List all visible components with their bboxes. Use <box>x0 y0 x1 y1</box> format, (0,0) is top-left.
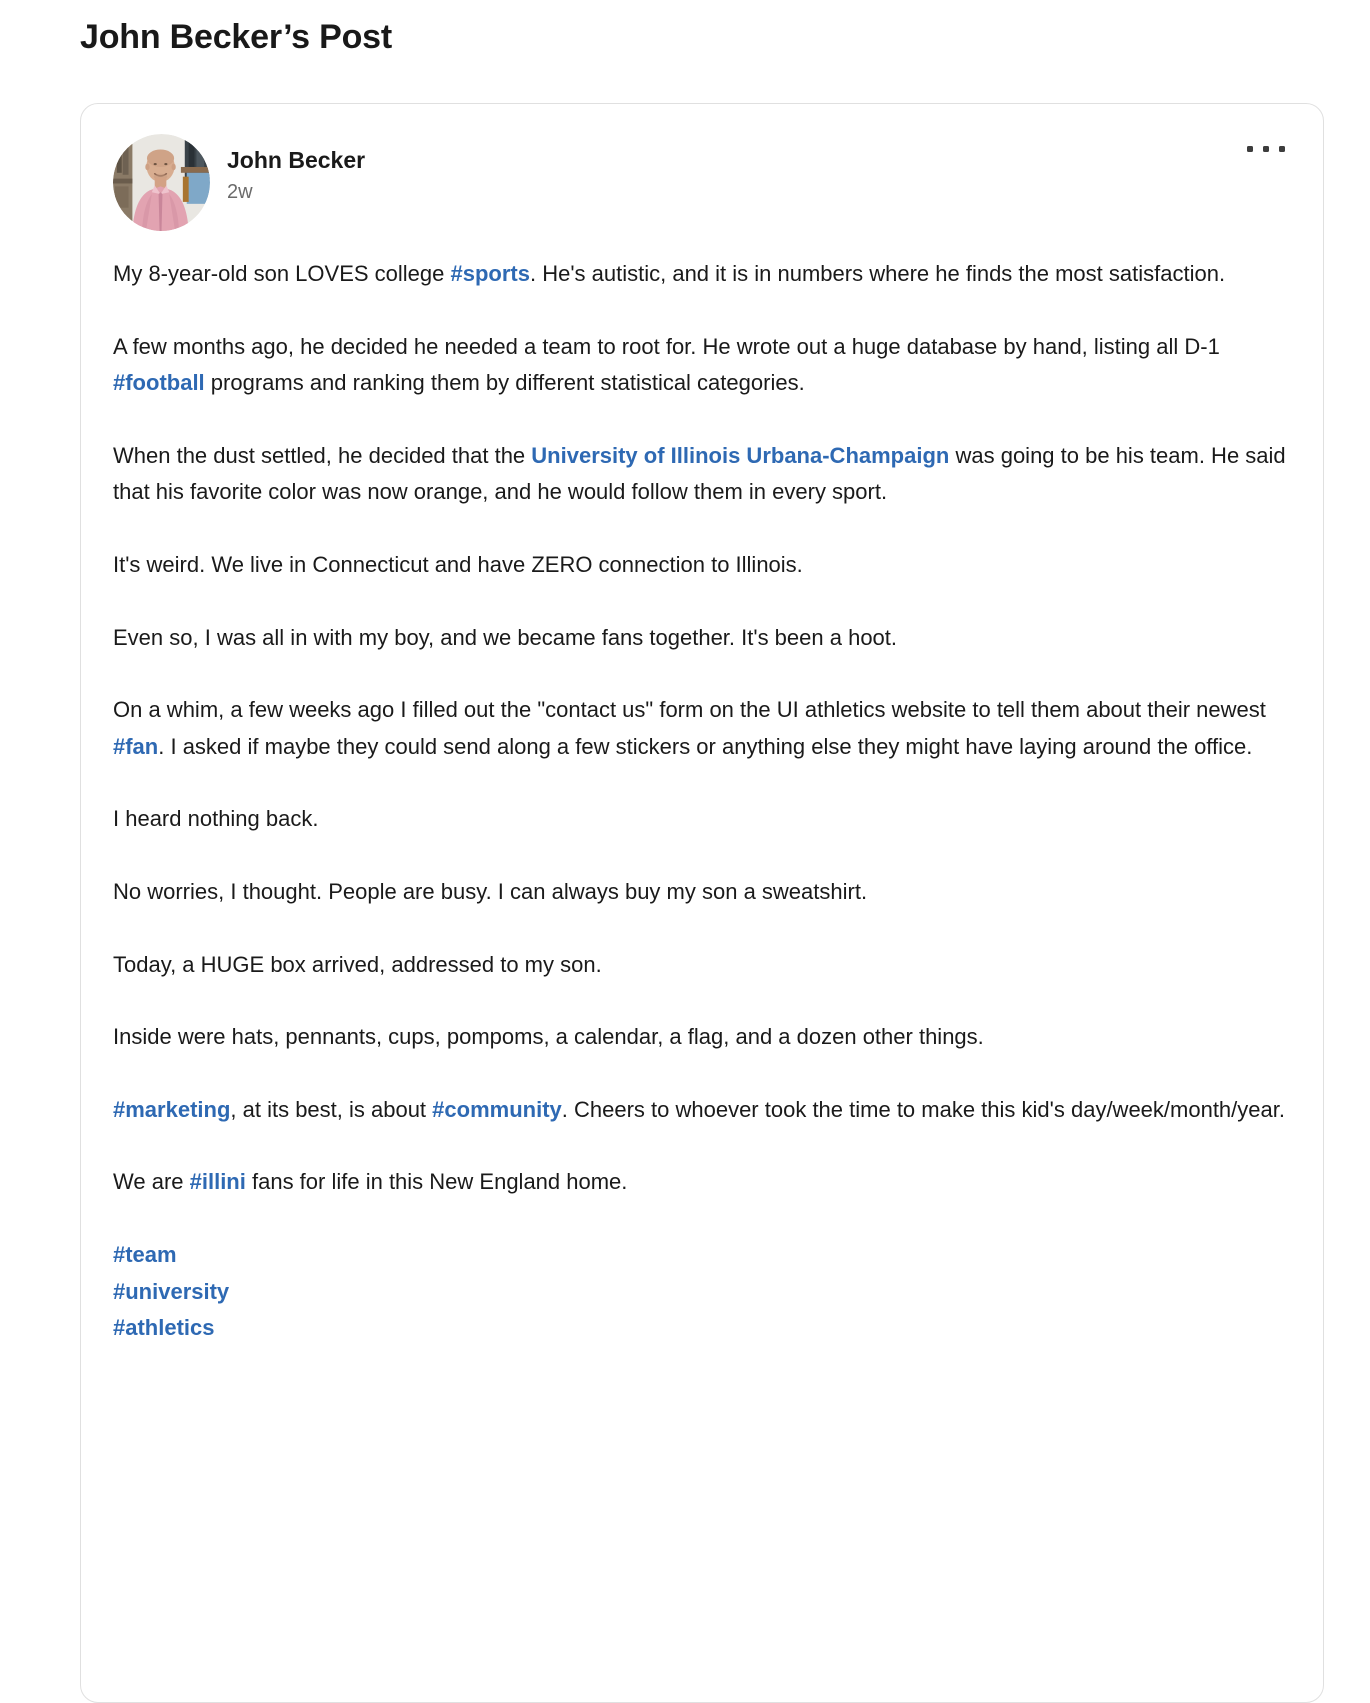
entity-link[interactable]: University of Illinois Urbana-Champaign <box>531 442 950 468</box>
author-block <box>227 147 365 204</box>
ellipsis-icon <box>1247 146 1285 152</box>
hashtag-link[interactable]: #university <box>113 1278 230 1304</box>
post-paragraph: No worries, I thought. People are busy. I can always buy my son a sweatshirt. <box>113 878 868 904</box>
hashtag-link[interactable]: #illini <box>189 1169 246 1195</box>
post-timestamp: 2w <box>227 180 253 203</box>
profile-photo-icon <box>113 134 210 231</box>
post-menu-button[interactable] <box>1237 136 1295 162</box>
post-paragraph: We are #illini fans for life in this New England home. <box>113 1169 628 1195</box>
post-paragraph: When the dust settled, he decided that the University of Illinois Urbana-Champaign was going to be his team. He said that his favorite color was now orange, and he would follow them in every sport. <box>113 442 1286 505</box>
author-name[interactable]: John Becker <box>227 147 366 173</box>
post-paragraph: Inside were hats, pennants, cups, pompoms, a calendar, a flag, and a dozen other things. <box>113 1024 984 1050</box>
hashtag-link[interactable]: #athletics <box>113 1315 215 1341</box>
hashtag-link[interactable]: #team <box>113 1241 177 1267</box>
hashtag-link[interactable]: #community <box>432 1096 562 1122</box>
post-paragraph: #marketing, at its best, is about #community. Cheers to whoever took the time to make this kid's day/week/month/year. <box>113 1096 1285 1122</box>
post-paragraph: Today, a HUGE box arrived, addressed to my son. <box>113 951 602 977</box>
post-paragraph: Even so, I was all in with my boy, and we became fans together. It's been a hoot. <box>113 624 898 650</box>
post-header <box>113 134 1291 231</box>
hashtag-link[interactable]: #football <box>113 370 205 396</box>
post-paragraph: My 8-year-old son LOVES college #sports. He's autistic, and it is in numbers where he finds the most satisfaction. <box>113 261 1226 286</box>
post-paragraph <box>113 1237 1291 1347</box>
post-body <box>113 256 1291 1347</box>
page-title: John Becker’s Post <box>80 18 392 56</box>
hashtag-link[interactable]: #sports <box>450 261 530 286</box>
post-paragraph: A few months ago, he decided he needed a team to root for. He wrote out a huge database by hand, listing all D-1 #football programs and ranking them by different statistical categories. <box>113 333 1220 396</box>
hashtag-link[interactable]: #marketing <box>113 1096 231 1122</box>
post-paragraph: It's weird. We live in Connecticut and have ZERO connection to Illinois. <box>113 551 803 577</box>
hashtag-link[interactable]: #fan <box>113 733 159 759</box>
post-card <box>80 103 1324 1703</box>
avatar[interactable] <box>113 134 210 231</box>
post-paragraph: On a whim, a few weeks ago I filled out the "contact us" form on the UI athletics website to tell them about their newest #fan. I asked if maybe they could send along a few stickers or anything else they might have laying around the office. <box>113 697 1266 759</box>
post-paragraph: I heard nothing back. <box>113 806 319 832</box>
